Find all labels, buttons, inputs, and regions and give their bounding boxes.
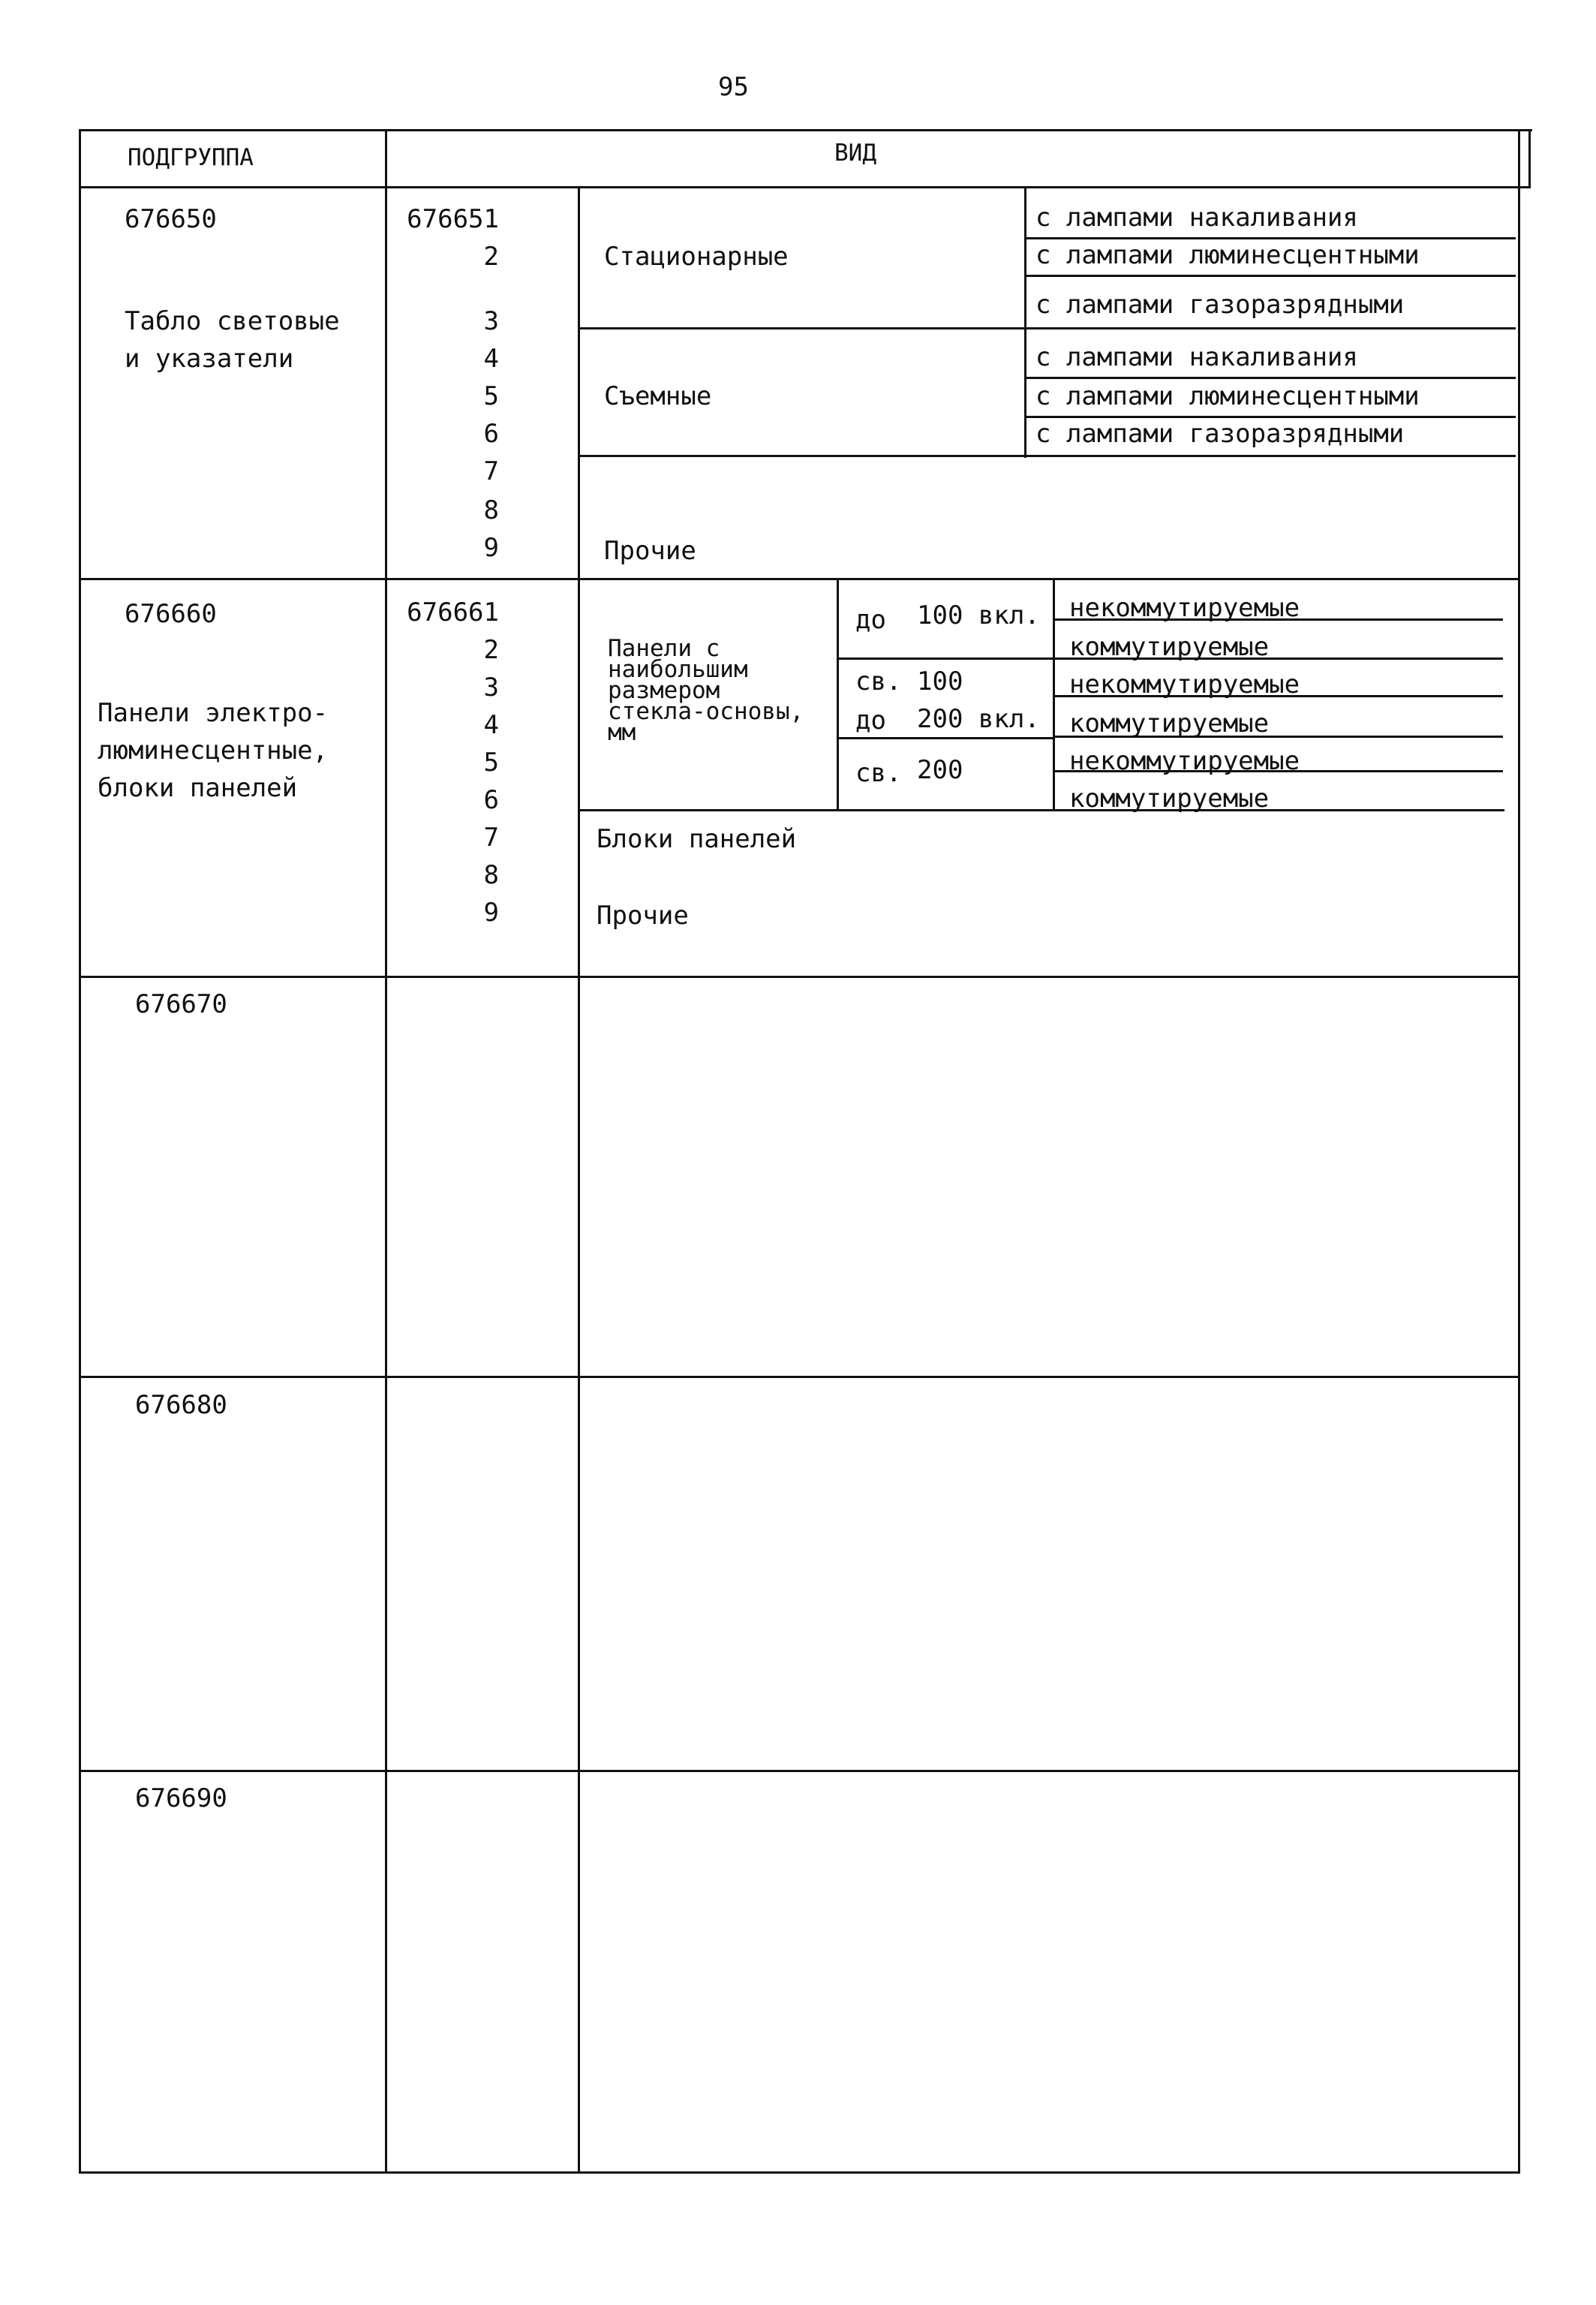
panels-label-line: мм — [608, 719, 636, 746]
subgroup-name-line: блоки панелей — [98, 773, 298, 803]
kind-other: Прочие — [597, 901, 689, 931]
switching-type: некоммутируемые — [1069, 593, 1300, 623]
code: 7 — [483, 823, 499, 853]
size-prefix: св. — [855, 667, 902, 697]
code: 3 — [483, 306, 499, 336]
panels-label-line: наибольшим — [608, 656, 748, 683]
subgroup-name-line: и указатели — [125, 344, 294, 374]
subgroup-code: 676660 — [125, 599, 217, 629]
panels-label-line: Панели с — [608, 635, 720, 662]
code: 8 — [483, 495, 499, 525]
page-number: 95 — [718, 72, 749, 102]
code: 3 — [483, 673, 499, 703]
code: 9 — [483, 898, 499, 928]
lamp-type: с лампами накаливания — [1035, 342, 1358, 372]
code: 6 — [483, 419, 499, 449]
lamp-type: с лампами газоразрядными — [1035, 419, 1405, 449]
lamp-type: с лампами накаливания — [1035, 203, 1358, 233]
code: 9 — [483, 533, 499, 563]
kind-removable: Съемные — [604, 381, 712, 411]
switching-type: некоммутируемые — [1069, 746, 1300, 776]
kind-blocks: Блоки панелей — [597, 824, 797, 854]
subgroup-name-line: Табло световые — [125, 306, 340, 336]
code: 8 — [483, 860, 499, 890]
code: 4 — [483, 344, 499, 374]
switching-type: некоммутируемые — [1069, 670, 1300, 700]
code: 2 — [483, 242, 499, 272]
lamp-type: с лампами люминесцентными — [1035, 240, 1420, 270]
code: 676661 — [407, 597, 499, 627]
kind-stationary: Стационарные — [604, 242, 789, 272]
panels-label-line: стекла-основы, — [608, 698, 804, 725]
lamp-type: с лампами газоразрядными — [1035, 290, 1405, 320]
code: 7 — [483, 456, 499, 486]
subgroup-code: 676670 — [135, 989, 227, 1019]
size-value: 200 вкл. — [917, 704, 1040, 734]
size-value: 200 — [917, 755, 963, 785]
size-prefix: до — [855, 706, 886, 736]
code: 6 — [483, 785, 499, 815]
subgroup-code: 676680 — [135, 1390, 227, 1420]
code: 2 — [483, 635, 499, 665]
subgroup-name-line: люминесцентные, — [98, 736, 329, 766]
lamp-type: с лампами люминесцентными — [1035, 381, 1420, 411]
subgroup-name-line: Панели электро- — [98, 698, 329, 728]
subgroup-code: 676650 — [125, 204, 217, 234]
size-value: 100 вкл. — [917, 600, 1040, 630]
switching-type: коммутируемые — [1069, 632, 1270, 662]
code: 4 — [483, 710, 499, 740]
size-value: 100 — [917, 667, 963, 697]
panels-label-line: размером — [608, 677, 720, 704]
code: 5 — [483, 381, 499, 411]
code: 676651 — [407, 204, 499, 234]
kind-other: Прочие — [604, 536, 696, 566]
switching-type: коммутируемые — [1069, 709, 1270, 739]
size-prefix: до — [855, 605, 886, 635]
header-kind: ВИД — [834, 140, 876, 167]
subgroup-code: 676690 — [135, 1783, 227, 1813]
header-subgroup: ПОДГРУППА — [128, 144, 254, 171]
size-prefix: св. — [855, 758, 902, 788]
switching-type: коммутируемые — [1069, 784, 1270, 814]
code: 5 — [483, 748, 499, 778]
